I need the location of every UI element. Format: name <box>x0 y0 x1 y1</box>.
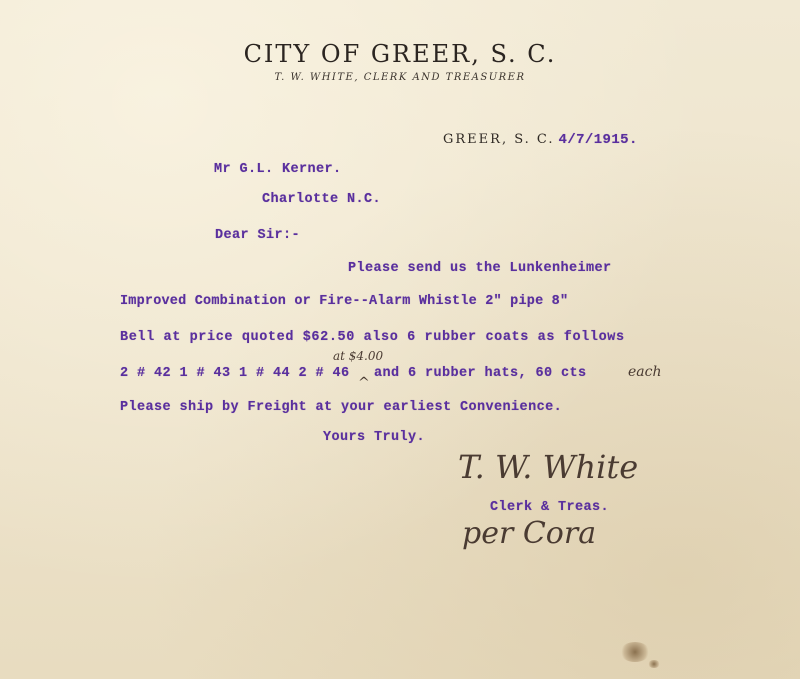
body-line-1: Please send us the Lunkenheimer <box>348 261 612 276</box>
recipient-city: Charlotte N.C. <box>262 192 382 207</box>
closing: Yours Truly. <box>323 430 426 445</box>
letterhead-title: CITY OF GREER, S. C. <box>243 40 557 68</box>
paper-stain <box>620 642 650 662</box>
body-line-4a: 2 # 42 1 # 43 1 # 44 2 # 46 <box>120 366 350 381</box>
body-line-2: Improved Combination or Fire--Alarm Whistle 2" pipe 8" <box>120 294 569 309</box>
typed-date: 4/7/1915. <box>558 132 638 148</box>
insertion-caret: ^ <box>358 375 370 391</box>
paper-stain-small <box>648 660 660 668</box>
handwritten-price-insert: at $4.00 <box>333 349 384 363</box>
dateline <box>443 130 638 148</box>
signature-title: Clerk & Treas. <box>490 500 610 515</box>
letterhead-subtitle: T. W. WHITE, CLERK AND TREASURER <box>274 72 526 83</box>
handwritten-each: each <box>628 364 662 380</box>
handwritten-per-cora: per Cora <box>462 516 597 551</box>
dateline-place: GREER, S. C. <box>443 132 555 147</box>
salutation: Dear Sir:- <box>215 228 301 243</box>
body-line-5: Please ship by Freight at your earliest Convenience. <box>120 400 563 415</box>
body-line-3: Bell at price quoted $62.50 also 6 rubber coats as follows <box>120 330 625 345</box>
recipient-name: Mr G.L. Kerner. <box>214 162 342 177</box>
body-line-4b: and 6 rubber hats, 60 cts <box>374 366 587 381</box>
signature-handwritten: T. W. White <box>458 448 639 486</box>
